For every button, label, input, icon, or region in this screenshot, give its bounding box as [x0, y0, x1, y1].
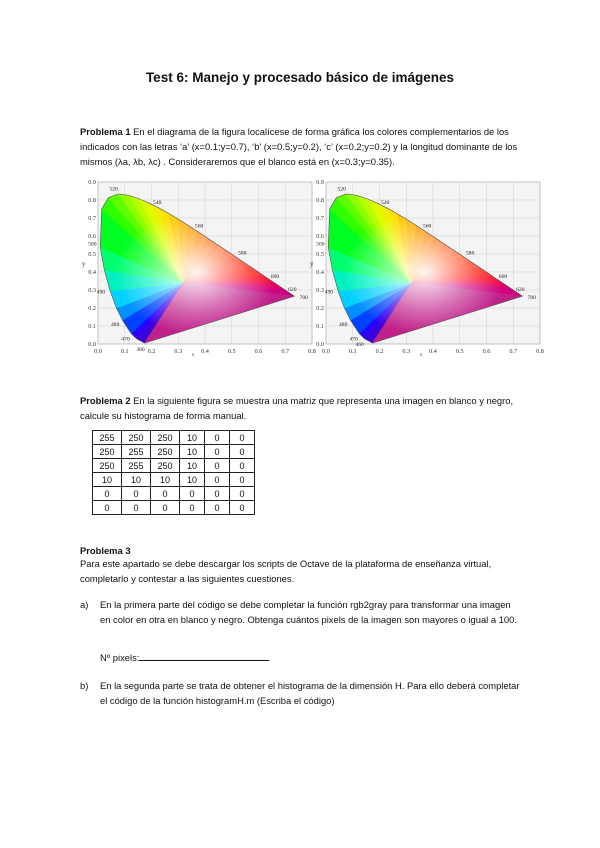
- y-axis-label: y: [82, 260, 86, 268]
- matrix-cell: 0: [230, 501, 255, 515]
- wavelength-label: 500: [316, 241, 325, 248]
- matrix-cell: 250: [122, 431, 151, 445]
- x-axis-label: x: [419, 352, 423, 356]
- problem1-heading: Problema 1: [80, 126, 131, 137]
- wavelength-label: 520: [337, 186, 346, 193]
- problem2-paragraph: [80, 393, 520, 423]
- wavelength-label: 480: [111, 322, 120, 329]
- x-tick-label: 0.6: [482, 348, 491, 355]
- wavelength-label: 470: [349, 336, 358, 343]
- matrix-cell: 10: [122, 473, 151, 487]
- matrix-cell: 0: [93, 487, 122, 501]
- x-tick-label: 0.8: [536, 348, 544, 355]
- matrix-cell: 255: [122, 445, 151, 459]
- y-axis-label: y: [310, 260, 314, 268]
- matrix-cell: 10: [180, 473, 205, 487]
- problem3-intro: Para este apartado se debe descargar los scripts de Octave de la plataforma de enseñanza virtual, completarlo y contestar a las siguientes cuestiones.: [80, 558, 492, 584]
- matrix-cell: 0: [205, 487, 230, 501]
- matrix-row: [93, 445, 255, 459]
- problem1-paragraph: [80, 124, 520, 169]
- matrix-cell: 255: [122, 459, 151, 473]
- wavelength-label: 620: [288, 286, 297, 293]
- wavelength-label: 500: [88, 241, 97, 248]
- problem2-heading: Problema 2: [80, 395, 131, 406]
- matrix-cell: 0: [93, 501, 122, 515]
- item-b-label: b): [80, 680, 89, 691]
- problem3-heading: Problema 3: [80, 545, 131, 556]
- wavelength-label: 600: [270, 274, 280, 281]
- y-tick-label: 0.7: [88, 215, 96, 222]
- problem1-text: En el diagrama de la figura localícese de forma gráfica los colores complementarios de los indicados con las letras ‘a’ (x=0.1;y=0.7), ‘b’ (x=0.5;y=0.2), ‘c’ (x=0.2;y=0.2) y la longitud dominante de los mismos (λa, λb, λc) . Consideraremos que el blanco está en (x=0.3;y=0.35).: [80, 126, 518, 167]
- matrix-cell: 0: [180, 501, 205, 515]
- matrix-cell: 0: [205, 431, 230, 445]
- matrix-row: [93, 459, 255, 473]
- item-b-text: En la segunda parte se trata de obtener el histograma de la dimensión H. Para ello deberá completar el código de la función histogramH.m (Escriba el código): [100, 680, 520, 706]
- matrix-cell: 250: [151, 445, 180, 459]
- x-tick-label: 0.2: [147, 348, 156, 355]
- chromaticity-diagram-right: [308, 176, 548, 356]
- y-tick-label: 0.6: [316, 233, 324, 240]
- x-tick-label: 0.8: [308, 348, 316, 355]
- y-tick-label: 0.2: [316, 305, 324, 312]
- y-tick-label: 0.0: [316, 341, 324, 348]
- wavelength-label: 520: [109, 186, 118, 193]
- wavelength-label: 490: [96, 289, 106, 296]
- y-tick-label: 0.7: [316, 215, 324, 222]
- y-tick-label: 0.1: [316, 323, 324, 330]
- wavelength-label: 560: [422, 223, 432, 230]
- matrix-cell: 0: [151, 501, 180, 515]
- x-tick-label: 0.5: [227, 348, 236, 355]
- wavelength-label: 560: [194, 223, 204, 230]
- wavelength-label: 620: [516, 286, 525, 293]
- pixels-answer-blank[interactable]: [139, 650, 269, 661]
- wavelength-label: 600: [498, 274, 508, 281]
- matrix-cell: 0: [180, 487, 205, 501]
- y-tick-label: 0.5: [316, 251, 324, 258]
- chromaticity-diagram-left: [80, 176, 320, 356]
- matrix-cell: 0: [205, 459, 230, 473]
- x-tick-label: 0.4: [201, 348, 209, 355]
- matrix-cell: 250: [93, 459, 122, 473]
- x-tick-label: 0.7: [509, 348, 518, 355]
- matrix-cell: 0: [230, 459, 255, 473]
- matrix-row: [93, 487, 255, 501]
- matrix-cell: 0: [122, 487, 151, 501]
- x-tick-label: 0.4: [429, 348, 437, 355]
- matrix-cell: 255: [93, 431, 122, 445]
- wavelength-label: 540: [153, 200, 162, 207]
- matrix-cell: 0: [205, 473, 230, 487]
- x-tick-label: 0.3: [402, 348, 411, 355]
- wavelength-label: 380: [136, 346, 145, 353]
- y-tick-label: 0.1: [88, 323, 96, 330]
- matrix-cell: 0: [230, 487, 255, 501]
- matrix-cell: 0: [205, 501, 230, 515]
- y-tick-label: 0.3: [88, 287, 96, 294]
- wavelength-label: 480: [339, 322, 348, 329]
- y-tick-label: 0.9: [88, 179, 96, 186]
- x-tick-label: 0.1: [348, 348, 357, 355]
- y-tick-label: 0.2: [88, 305, 96, 312]
- x-tick-label: 0.1: [120, 348, 129, 355]
- y-tick-label: 0.3: [316, 287, 324, 294]
- y-tick-label: 0.9: [316, 179, 324, 186]
- x-tick-label: 0.0: [94, 348, 102, 355]
- y-tick-label: 0.8: [316, 197, 324, 204]
- matrix-cell: 250: [93, 445, 122, 459]
- matrix-cell: 0: [230, 431, 255, 445]
- matrix-cell: 0: [230, 445, 255, 459]
- matrix-cell: 0: [230, 473, 255, 487]
- matrix-cell: 10: [151, 473, 180, 487]
- matrix-row: [93, 501, 255, 515]
- wavelength-label: 460: [355, 342, 364, 349]
- y-tick-label: 0.8: [88, 197, 96, 204]
- pixels-label: Nº pixels:: [100, 652, 140, 663]
- y-tick-label: 0.6: [88, 233, 96, 240]
- y-tick-label: 0.4: [316, 269, 324, 276]
- matrix-cell: 10: [180, 431, 205, 445]
- problem2-text: En la siguiente figura se muestra una matriz que representa una imagen en blanco y negro, calcule su histograma de forma manual.: [80, 395, 514, 421]
- matrix-row: [93, 431, 255, 445]
- y-tick-label: 0.5: [88, 251, 96, 258]
- matrix-row: [93, 473, 255, 487]
- matrix-cell: 250: [151, 459, 180, 473]
- wavelength-label: 580: [466, 250, 475, 257]
- y-tick-label: 0.0: [88, 341, 96, 348]
- page-title: Test 6: Manejo y procesado básico de imágenes: [145, 70, 455, 85]
- item-a-label: a): [80, 599, 89, 610]
- wavelength-label: 540: [381, 200, 390, 207]
- x-tick-label: 0.3: [174, 348, 183, 355]
- image-matrix: [92, 430, 255, 515]
- chromaticity-figure-left: [80, 176, 320, 356]
- item-a-text: En la primera parte del código se debe completar la función rgb2gray para transformar una imagen en color en otra en blanco y negro. Obtenga cuántos pixels de la imagen son mayores o igual a 100.: [100, 599, 517, 625]
- matrix-cell: 0: [205, 445, 230, 459]
- x-tick-label: 0.7: [281, 348, 290, 355]
- x-axis-label: x: [191, 352, 195, 356]
- chromaticity-figure-right: [308, 176, 548, 356]
- x-tick-label: 0.2: [375, 348, 384, 355]
- x-tick-label: 0.6: [254, 348, 263, 355]
- wavelength-label: 490: [324, 289, 334, 296]
- matrix-cell: 10: [180, 459, 205, 473]
- matrix-cell: 0: [151, 487, 180, 501]
- matrix-cell: 0: [122, 501, 151, 515]
- matrix-cell: 10: [180, 445, 205, 459]
- matrix-cell: 10: [93, 473, 122, 487]
- matrix-cell: 250: [151, 431, 180, 445]
- wavelength-label: 700: [527, 295, 536, 302]
- wavelength-label: 700: [299, 295, 308, 302]
- x-tick-label: 0.0: [322, 348, 330, 355]
- wavelength-label: 580: [238, 250, 247, 257]
- wavelength-label: 470: [121, 336, 130, 343]
- y-tick-label: 0.4: [88, 269, 96, 276]
- x-tick-label: 0.5: [455, 348, 464, 355]
